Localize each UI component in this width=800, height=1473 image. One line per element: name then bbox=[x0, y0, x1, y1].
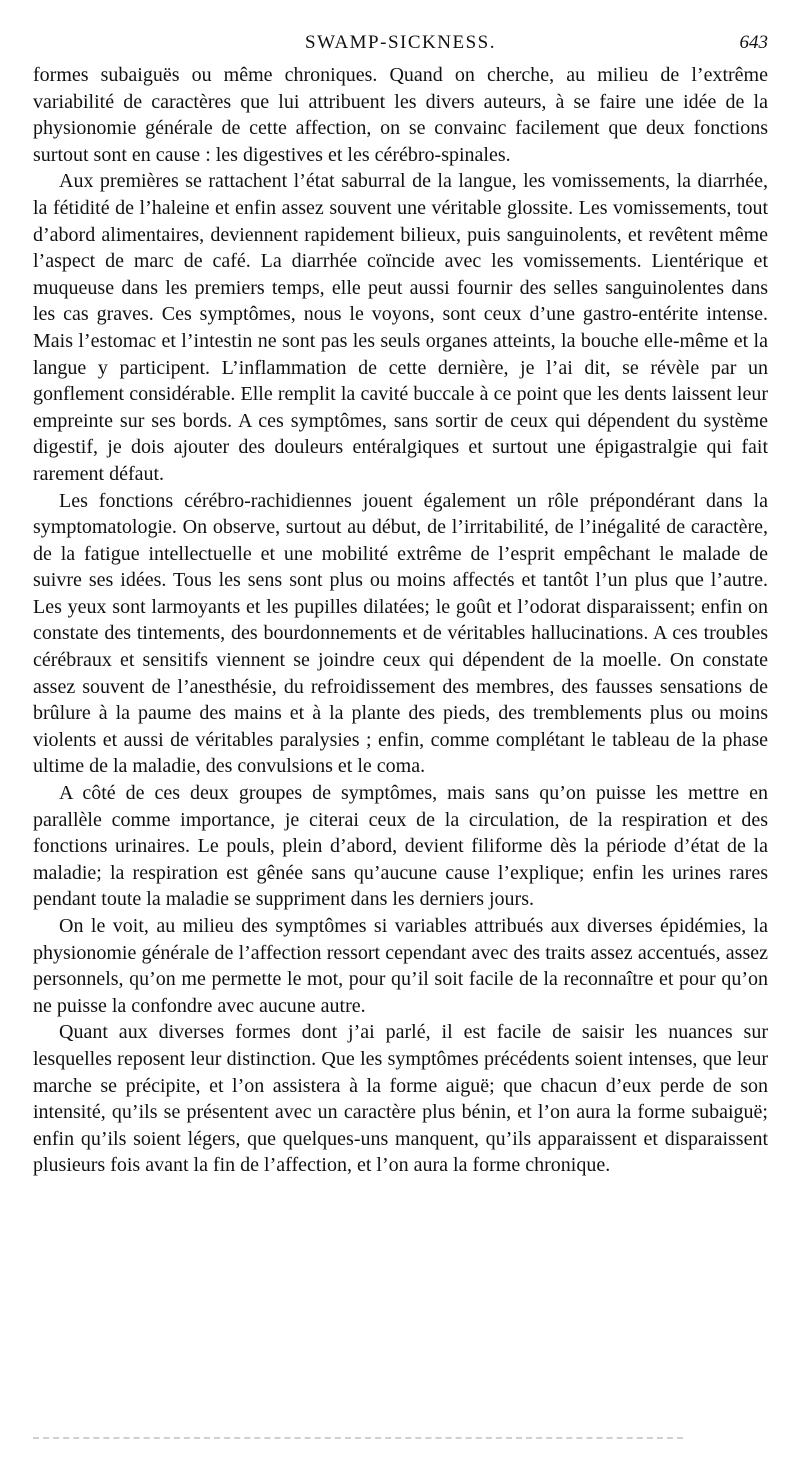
paragraph-digestive-symptoms: Aux premières se rattachent l’état saburral de la langue, les vomissements, la diarrhée, la fétidité de l’haleine et enfin assez souvent une véritable glossite. Les vomissements, tout d’abord alimentaires, deviennent rapidement bilieux, puis sanguinolents, et revêtent même l’aspect de marc de café. La diarrhée coïncide avec les vomissements. Lientérique et muqueuse dans les premiers temps, elle peut aussi fournir des selles sanguinolentes dans les cas graves. Ces symptômes, nous le voyons, sont ceux d’une gastro-entérite intense. Mais l’estomac et l’intestin ne sont pas les seuls organes atteints, la bouche elle-même et la langue y participent. L’inflammation de cette dernière, je l’ai dit, se révèle par un gonflement considérable. Elle remplit la cavité buccale à ce point que les dents laissent leur empreinte sur ses bords. A ces symptômes, sans sortir de ceux qui dépendent du système digestif, je dois ajouter des douleurs entéralgiques et surtout une épigastralgie qui fait rarement défaut. bbox=[33, 170, 768, 485]
paragraph-forms: Quant aux diverses formes dont j’ai parlé, il est facile de saisir les nuances sur lesquelles reposent leur distinction. Que les symptômes précédents soient intenses, que leur marche se précipite, et l’on assistera à la forme aiguë; que chacun d’eux perde de son intensité, qu’ils se présentent avec un caractère plus bénin, et l’on aura la forme subaiguë; enfin qu’ils soient légers, que quelques-uns manquent, qu’ils apparaissent et disparaissent plusieurs fois avant la fin de l’affection, et l’on aura la forme chronique. bbox=[33, 1021, 768, 1177]
body-text bbox=[33, 62, 768, 1179]
footer-rule bbox=[33, 1437, 683, 1439]
paragraph-cerebrospinal-symptoms: Les fonctions cérébro-rachidiennes jouent également un rôle prépondérant dans la symptomatologie. On observe, surtout au début, de l’irritabilité, de l’inégalité de caractère, de la fatigue intellectuelle et une mobilité extrême de l’esprit empêchant le malade de suivre ses idées. Tous les sens sont plus ou moins affectés et tantôt l’un plus que l’autre. Les yeux sont larmoyants et les pupilles dilatées; le goût et l’odorat disparaissent; enfin on constate des tintements, des bourdonnements et de véritables hallucinations. A ces troubles cérébraux et sensitifs viennent se joindre ceux qui dépendent de la moelle. On constate assez souvent de l’anesthésie, du refroidissement des membres, des fausses sensations de brûlure à la paume des mains et à la plante des pieds, des tremblements plus ou moins violents et aussi de véritables paralysies ; enfin, comme complétant le tableau de la phase ultime de la maladie, des convulsions et le coma. bbox=[33, 489, 768, 778]
paragraph-other-symptoms: A côté de ces deux groupes de symptômes, mais sans qu’on puisse les mettre en parallèle comme importance, je citerai ceux de la circulation, de la respiration et des fonctions urinaires. Le pouls, plein d’abord, devient filiforme dès la période d’état de la maladie; la respiration est gênée sans qu’aucune cause l’explique; enfin les urines rares pendant toute la maladie se suppriment dans les derniers jours. bbox=[33, 782, 768, 911]
page-header bbox=[33, 0, 768, 60]
book-page bbox=[33, 0, 768, 1179]
paragraph-continuation: formes subaiguës ou même chroniques. Quand on cherche, au milieu de l’extrême variabilité de caractères que lui attribuent les divers auteurs, à se faire une idée de la physionomie générale de cette affection, on se convainc facilement que deux fonctions surtout sont en cause : les digestives et les cérébro-spinales. bbox=[33, 64, 768, 166]
page-number: 643 bbox=[739, 32, 768, 53]
paragraph-general-physiognomy: On le voit, au milieu des symptômes si variables attribués aux diverses épidémies, la physionomie générale de l’affection ressort cependant avec des traits assez accentués, assez personnels, qu’on me permette le mot, pour qu’il soit facile de la reconnaître et pour qu’on ne puisse la confondre avec aucune autre. bbox=[33, 915, 768, 1017]
running-title: SWAMP-SICKNESS. bbox=[305, 32, 496, 53]
